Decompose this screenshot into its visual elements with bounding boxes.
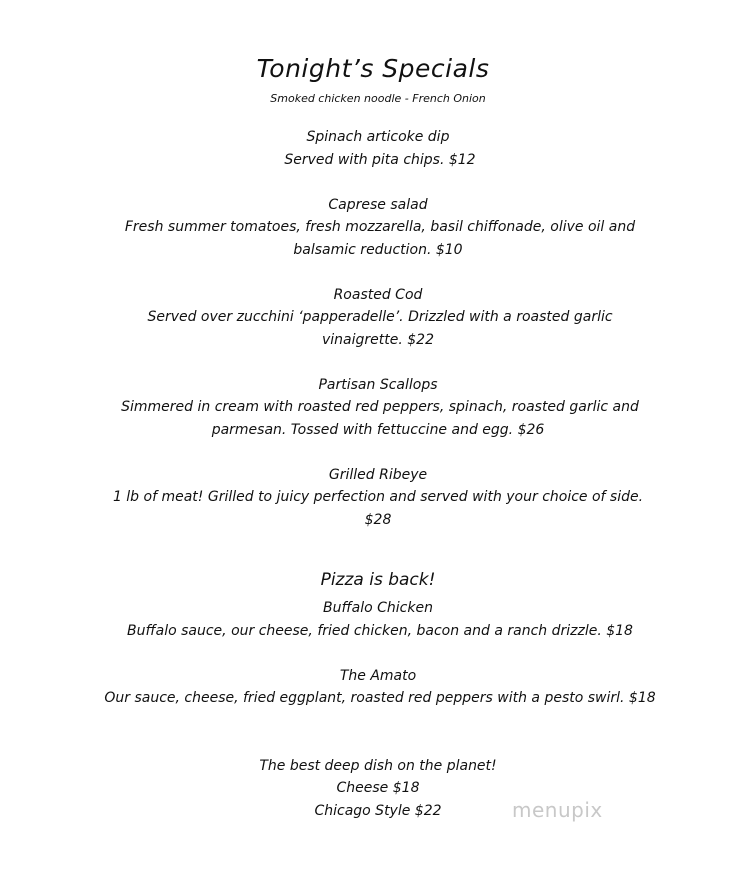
item-name-ribeye: Grilled Ribeye — [328, 467, 428, 483]
item-name-the-amato: The Amato — [339, 668, 417, 684]
item-description-spinach-dip: Served with pita chips. $12 — [284, 152, 476, 168]
menupix-watermark: menupix — [512, 798, 603, 822]
item-name-scallops: Partisan Scallops — [318, 377, 438, 393]
item-description-the-amato: Our sauce, cheese, fried eggplant, roasted red peppers with a pesto swirl. $18 — [104, 690, 656, 706]
item-description-roasted-cod-line-1: Served over zucchini ‘papperadelle’. Drizzled with a roasted garlic — [147, 309, 613, 325]
item-description-scallops-line-2: parmesan. Tossed with fettuccine and egg. $26 — [211, 422, 545, 438]
item-name-roasted-cod: Roasted Cod — [333, 287, 423, 303]
item-description-caprese-line-2: balsamic reduction. $10 — [293, 242, 463, 258]
soups-subtitle: Smoked chicken noodle - French Onion — [270, 92, 486, 105]
item-description-ribeye-line-2: $28 — [364, 512, 392, 528]
item-description-ribeye-line-1: 1 lb of meat! Grilled to juicy perfection and served with your choice of side. — [112, 489, 644, 505]
deep-dish-option-cheese: Cheese $18 — [336, 780, 420, 796]
item-name-caprese: Caprese salad — [328, 197, 428, 213]
item-name-buffalo-chicken: Buffalo Chicken — [323, 600, 433, 616]
deep-dish-option-chicago-style: Chicago Style $22 — [314, 803, 442, 819]
item-description-roasted-cod-line-2: vinaigrette. $22 — [322, 332, 434, 348]
item-description-buffalo-chicken: Buffalo sauce, our cheese, fried chicken, bacon and a ranch drizzle. $18 — [127, 623, 633, 639]
item-name-spinach-dip: Spinach articoke dip — [306, 129, 450, 145]
item-description-caprese-line-1: Fresh summer tomatoes, fresh mozzarella, basil chiffonade, olive oil and — [124, 219, 636, 235]
pizza-section-title: Pizza is back! — [320, 570, 436, 590]
item-description-scallops-line-1: Simmered in cream with roasted red peppers, spinach, roasted garlic and — [121, 399, 639, 415]
deep-dish-title: The best deep dish on the planet! — [259, 758, 497, 774]
menu-title: Tonight’s Specials — [256, 54, 490, 83]
